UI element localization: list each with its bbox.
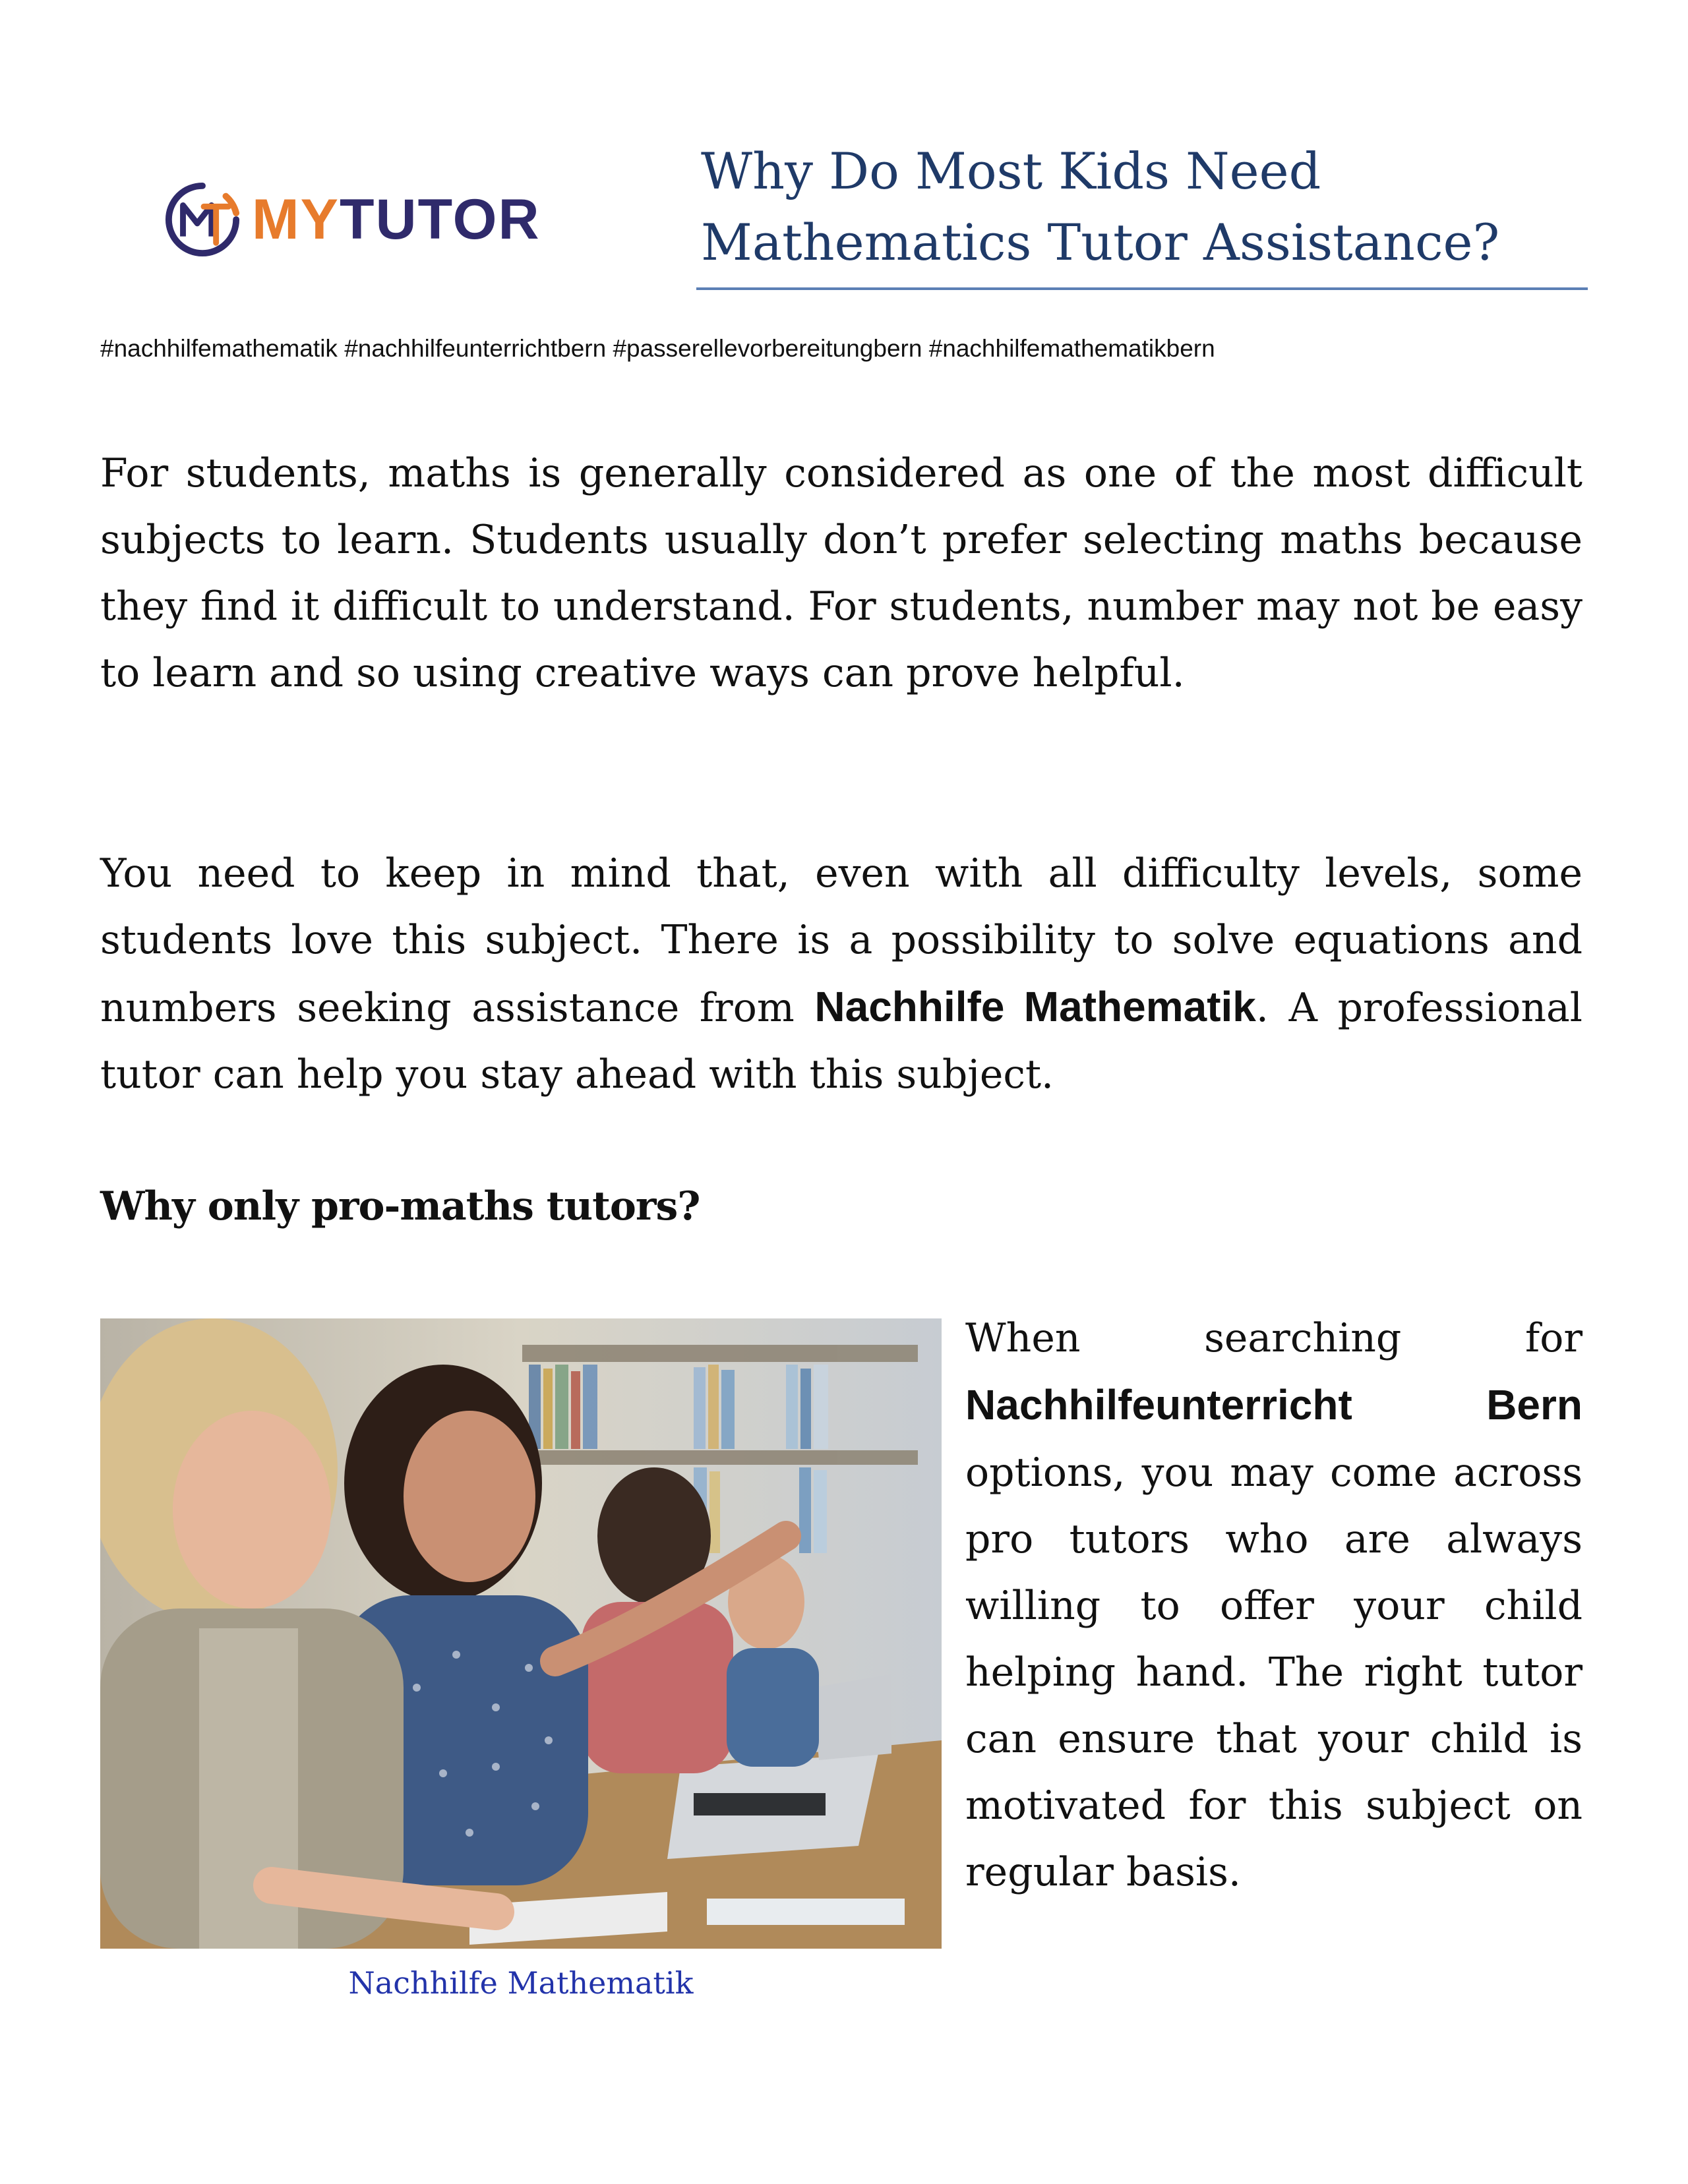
second-paragraph — [100, 841, 1582, 1108]
logo-wordmark-tutor: TUTOR — [340, 188, 541, 251]
image-caption: Nachhilfe Mathematik — [348, 1965, 694, 2001]
section-subheading: Why only pro-maths tutors? — [100, 1183, 700, 1229]
keyword-nachhilfeunterricht-bern: Nachhilfeunterricht Bern — [965, 1381, 1582, 1429]
document-title — [701, 136, 1591, 278]
document-title-line2: Mathematics Tutor Assistance? — [701, 213, 1500, 272]
tutoring-photo — [100, 1318, 942, 1949]
intro-paragraph: For students, maths is generally considered as one of the most difficult subjects to learn. Students usually don’t prefer selecting maths because they find it difficult to understand. For students, number may not be easy to learn and so using creative ways can prove helpful. — [100, 450, 1582, 696]
keyword-nachhilfe-mathematik: Nachhilfe Mathematik — [814, 983, 1256, 1030]
logo-wordmark — [252, 188, 541, 251]
mytutor-logo — [164, 177, 612, 262]
side-paragraph-text-before: When searching for — [965, 1315, 1582, 1361]
mytutor-logo-mark-icon — [164, 181, 241, 258]
second-paragraph-text-after: . A professional tutor can help you stay ahead with this subject. — [100, 985, 1582, 1098]
second-paragraph-text-before: You need to keep in mind that, even with all difficulty levels, some students love this subject. There is a possibility to solve equations and numbers seeking assistance from — [100, 850, 1582, 1031]
tutoring-photo-illustration — [100, 1318, 942, 1949]
title-underline — [696, 287, 1588, 290]
document-title-line1: Why Do Most Kids Need — [701, 142, 1321, 200]
side-paragraph — [965, 1305, 1582, 1906]
hashtag-line: #nachhilfemathematik #nachhilfeunterrichtbern #passerellevorbereitungbern #nachhilfemathematikbern — [100, 335, 1215, 362]
logo-wordmark-my: MY — [252, 188, 340, 251]
side-paragraph-text-after: options, you may come across pro tutors who are always willing to offer your child helping hand. The right tutor can ensure that your child is motivated for this subject on regular basis. — [965, 1450, 1582, 1895]
